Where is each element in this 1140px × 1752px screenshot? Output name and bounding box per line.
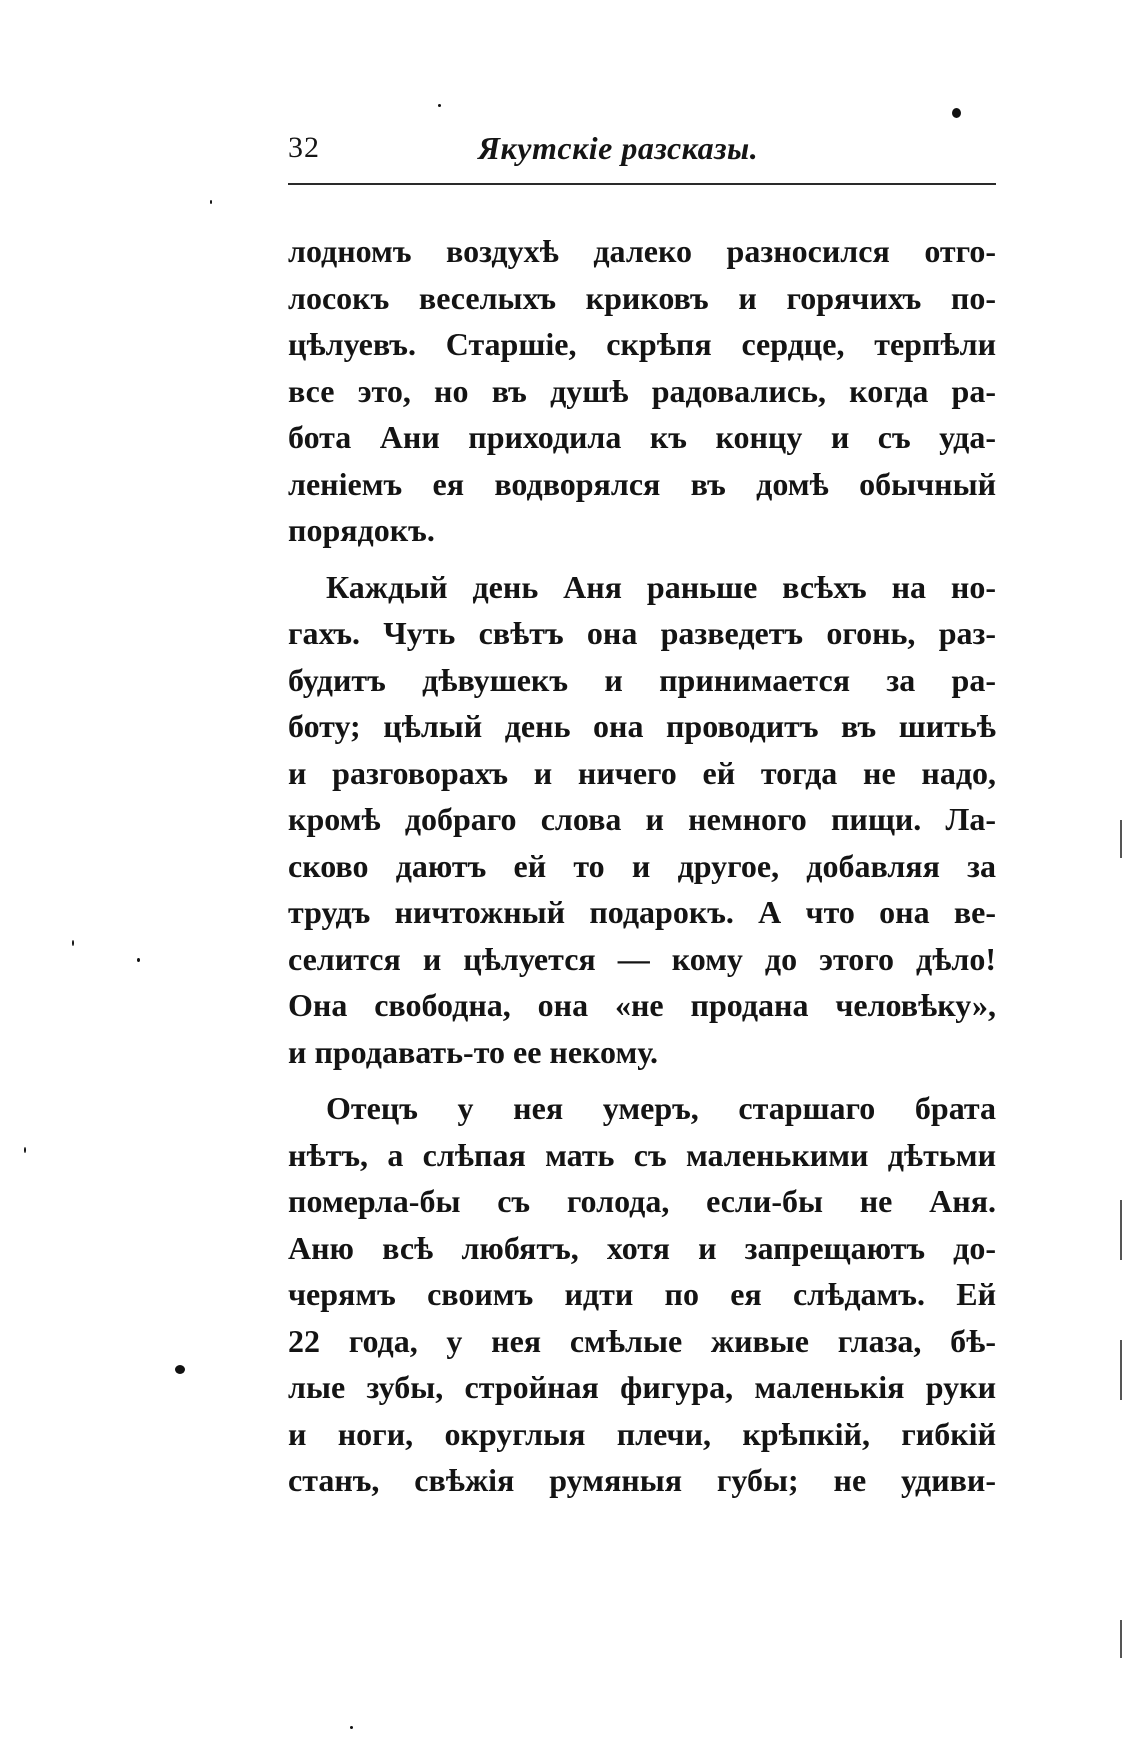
running-title: Якутскіе разсказы.: [478, 130, 759, 166]
text-line: кромѣ добраго слова и немного пищи. Ла-: [288, 801, 996, 837]
paragraph-3: [288, 1085, 996, 1504]
ink-speck: [952, 108, 961, 118]
page-header: [288, 128, 1004, 180]
text-line: и продавать-то ее некому.: [288, 1033, 659, 1070]
text-line: все это, но въ душѣ радовались, когда ра-: [288, 372, 996, 409]
text-line: бота Ани приходила къ концу и съ уда-: [288, 419, 996, 455]
ink-speck: [210, 200, 212, 204]
text-line: боту; цѣлый день она проводитъ въ шитьѣ: [288, 708, 996, 744]
text-line: и разговорахъ и ничего ей тогда не надо,: [288, 754, 996, 791]
ink-speck: [137, 958, 140, 962]
text-line: Отецъ у нея умеръ, старшаго брата: [326, 1090, 996, 1126]
paragraph-gap: [288, 554, 996, 564]
ink-speck: [350, 1726, 353, 1729]
text-line: 22 года, у нея смѣлые живые глаза, бѣ-: [288, 1322, 996, 1359]
page-edge-mark: [1120, 1340, 1122, 1400]
page-number: 32: [288, 131, 320, 164]
text-line: цѣлуевъ. Старшіе, скрѣпя сердце, терпѣли: [288, 326, 996, 362]
ink-speck: [438, 104, 441, 107]
page-edge-mark: [1120, 1200, 1122, 1260]
text-line: сково даютъ ей то и другое, добавляя за: [288, 847, 996, 884]
ink-speck: [24, 1147, 26, 1153]
paragraph-gap: [288, 1075, 996, 1085]
header-rule: [288, 183, 996, 185]
text-line: черямъ своимъ идти по ея слѣдамъ. Ей: [288, 1276, 996, 1312]
text-line: станъ, свѣжія румяныя губы; не удиви-: [288, 1462, 996, 1498]
text-line: Она свободна, она «не продана человѣку»,: [288, 987, 996, 1023]
paragraph-2: [288, 564, 996, 1076]
text-line: гахъ. Чуть свѣтъ она разведетъ огонь, раз-: [288, 615, 996, 651]
text-line: селится и цѣлуется — кому до этого дѣло!: [288, 940, 996, 977]
text-line: леніемъ ея водворялся въ домѣ обычный: [288, 465, 996, 502]
text-line: Каждый день Аня раньше всѣхъ на но-: [326, 568, 996, 605]
paragraph-1: [288, 228, 996, 554]
text-line: лые зубы, стройная фигура, маленькія руки: [288, 1369, 996, 1405]
text-line: трудъ ничтожный подарокъ. А что она ве-: [288, 894, 996, 930]
ink-speck: [175, 1365, 185, 1374]
text-line: померла-бы съ голода, если-бы не Аня.: [288, 1183, 996, 1219]
page-edge-mark: [1120, 820, 1122, 858]
text-line: порядокъ.: [288, 512, 435, 548]
text-line: лосокъ веселыхъ криковъ и горячихъ по-: [288, 279, 996, 316]
text-line: лодномъ воздухѣ далеко разносился отго-: [288, 233, 996, 269]
text-line: и ноги, округлыя плечи, крѣпкій, гибкій: [288, 1415, 996, 1452]
page-edge-mark: [1120, 1620, 1122, 1658]
ink-speck: [72, 940, 74, 946]
body-text: [288, 228, 996, 1504]
text-line: будитъ дѣвушекъ и принимается за ра-: [288, 661, 996, 698]
text-line: Аню всѣ любятъ, хотя и запрещаютъ до-: [288, 1229, 996, 1266]
text-line: нѣтъ, а слѣпая мать съ маленькими дѣтьми: [288, 1136, 996, 1173]
